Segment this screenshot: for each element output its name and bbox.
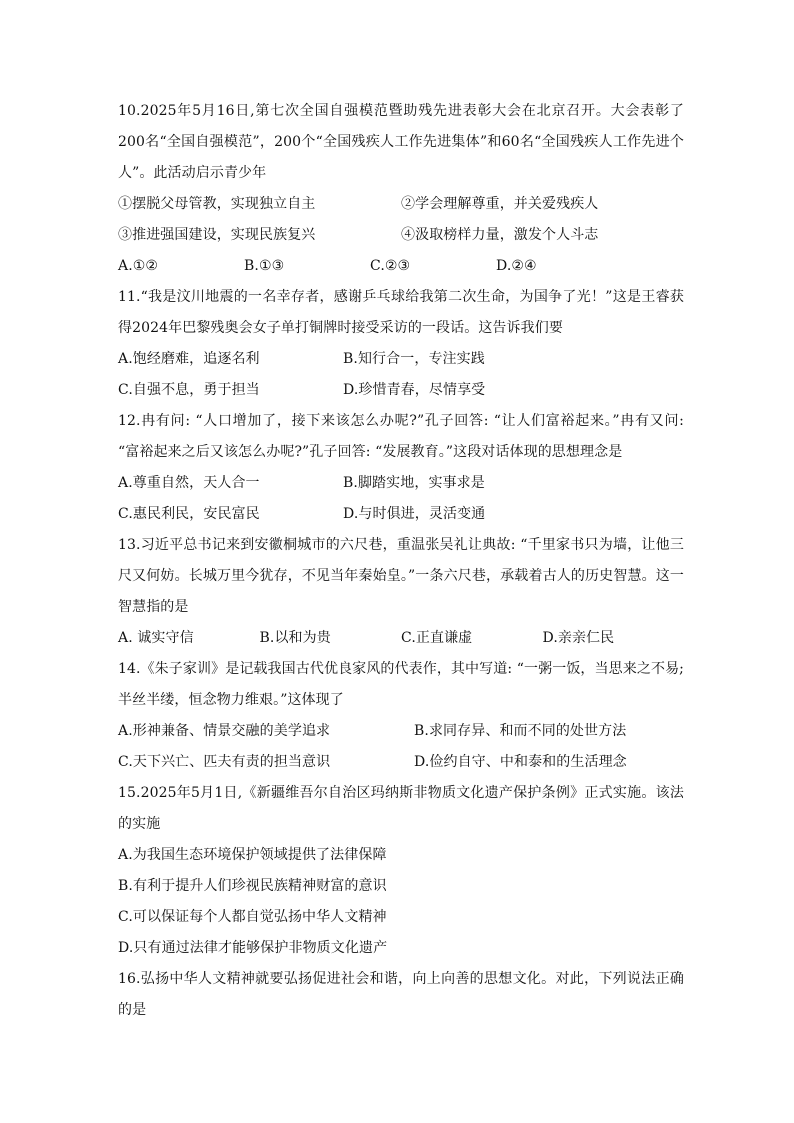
option-c: C.可以保证每个人都自觉弘扬中华人文精神 <box>118 909 387 925</box>
option-d: D.亲亲仁民 <box>542 630 615 646</box>
question-10-statements-row-1 <box>118 189 684 220</box>
option-a: A.形神兼备、情景交融的美学追求 <box>118 723 331 739</box>
option-b: B.以和为贵 <box>259 630 331 646</box>
question-16 <box>118 964 684 1026</box>
question-10-statements-row-2 <box>118 220 684 251</box>
question-11 <box>118 282 684 406</box>
question-14-options-row-2 <box>118 747 684 778</box>
question-15-stem: 15.2025年5月1日,《新疆维吾尔自治区玛纳斯非物质文化遗产保护条例》正式实施。该法的实施 <box>118 785 684 832</box>
question-11-options-row-2 <box>118 375 684 406</box>
option-c: C.天下兴亡、匹夫有责的担当意识 <box>118 754 331 770</box>
question-12-options-row-1 <box>118 468 684 499</box>
question-14-stem: 14.《朱子家训》是记载我国古代优良家风的代表作，其中写道: “一粥一饭，当思来之不易;半丝半缕，恒念物力维艰。”这体现了 <box>118 661 684 708</box>
question-14-options-row-1 <box>118 716 684 747</box>
question-15-option-b-row <box>118 871 684 902</box>
question-15-option-c-row <box>118 902 684 933</box>
option-d: D.珍惜青春，尽情享受 <box>343 382 486 398</box>
question-list <box>118 96 684 1026</box>
question-10 <box>118 96 684 282</box>
option-d: D.俭约自守、中和泰和的生活理念 <box>414 754 627 770</box>
question-15-option-a-row <box>118 840 684 871</box>
option-a: A. 诚实守信 <box>118 630 194 646</box>
option-b: B.知行合一，专注实践 <box>343 351 485 367</box>
question-13 <box>118 530 684 654</box>
option-c: C.正直谦虚 <box>401 630 473 646</box>
question-12 <box>118 406 684 530</box>
option-d: D.②④ <box>496 258 537 274</box>
option-c: C.自强不息，勇于担当 <box>118 382 260 398</box>
question-14 <box>118 654 684 778</box>
option-b: B.有利于提升人们珍视民族精神财富的意识 <box>118 878 387 894</box>
question-11-stem: 11.“我是汶川地震的一名幸存者，感谢乒乓球给我第二次生命，为国争了光！”这是王睿获得2024年巴黎残奥会女子单打铜牌时接受采访的一段话。这告诉我们要 <box>118 289 684 336</box>
question-10-options <box>118 251 684 282</box>
question-15 <box>118 778 684 964</box>
statement-3: ③推进强国建设，实现民族复兴 <box>118 227 316 243</box>
option-a: A.为我国生态环境保护领域提供了法律保障 <box>118 847 387 863</box>
question-12-options-row-2 <box>118 499 684 530</box>
question-11-options-row-1 <box>118 344 684 375</box>
option-a: A.饱经磨难，追逐名利 <box>118 351 260 367</box>
statement-1: ①摆脱父母管教，实现独立自主 <box>118 196 316 212</box>
option-a: A.尊重自然，天人合一 <box>118 475 260 491</box>
question-10-stem: 10.2025年5月16日,第七次全国自强模范暨助残先进表彰大会在北京召开。大会表彰了200名“全国自强模范”，200个“全国残疾人工作先进集体”和60名“全国残疾人工作先进个人”。此活动启示青少年 <box>118 103 684 181</box>
statement-2: ②学会理解尊重，并关爱残疾人 <box>401 196 599 212</box>
question-13-stem: 13.习近平总书记来到安徽桐城市的六尺巷，重温张吴礼让典故: “千里家书只为墙，让他三尺又何妨。长城万里今犹存，不见当年秦始皇。”一条六尺巷，承载着古人的历史智慧。这一智慧指的是 <box>118 537 684 615</box>
option-b: B.①③ <box>244 258 285 274</box>
statement-4: ④汲取榜样力量，激发个人斗志 <box>401 227 599 243</box>
option-c: C.②③ <box>370 258 411 274</box>
question-12-stem: 12.冉有问: “人口增加了，接下来该怎么办呢?”孔子回答: “让人们富裕起来。”冉有又问: “富裕起来之后又该怎么办呢?”孔子回答: “发展教育。”这段对话体现的思想理念是 <box>118 413 684 460</box>
option-d: D.与时俱进，灵活变通 <box>343 506 486 522</box>
option-d: D.只有通过法律才能够保护非物质文化遗产 <box>118 940 388 956</box>
option-c: C.惠民利民，安民富民 <box>118 506 260 522</box>
question-15-option-d-row <box>118 933 684 964</box>
question-13-options <box>118 623 684 654</box>
question-16-stem: 16.弘扬中华人文精神就要弘扬促进社会和谐，向上向善的思想文化。对此，下列说法正确的是 <box>118 971 684 1018</box>
option-b: B.脚踏实地，实事求是 <box>343 475 485 491</box>
option-a: A.①② <box>118 258 159 274</box>
option-b: B.求同存异、和而不同的处世方法 <box>414 723 627 739</box>
